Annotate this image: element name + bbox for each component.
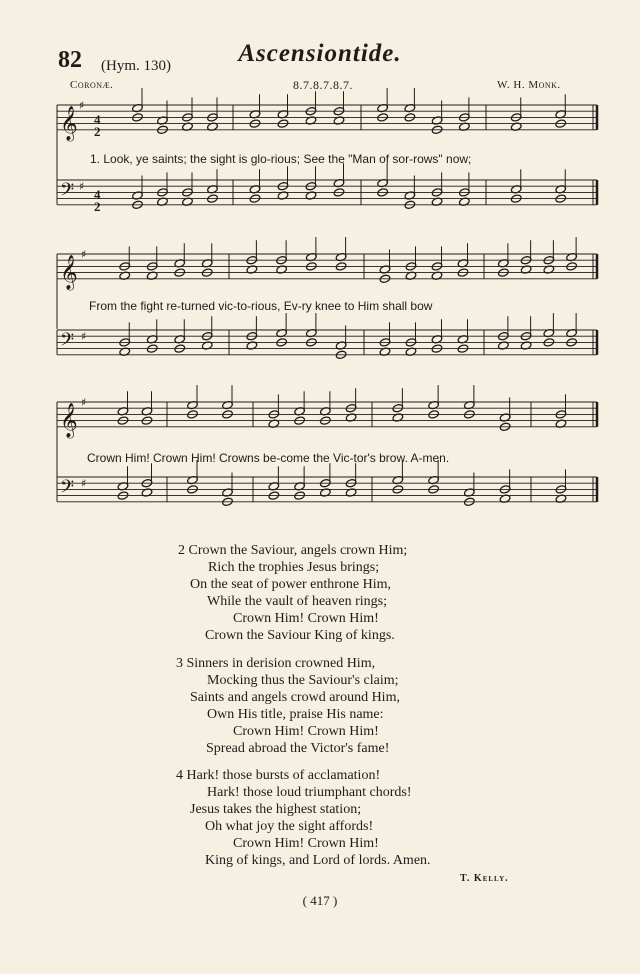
bass-clef-icon: 𝄢 (60, 179, 75, 205)
key-signature-sharp: ♯ (81, 396, 87, 409)
stanza-line: While the vault of heaven rings; (207, 593, 387, 609)
stanza-line: 4 Hark! those bursts of acclamation! (176, 768, 381, 783)
key-signature-sharp: ♯ (81, 248, 87, 261)
key-signature-sharp: ♯ (81, 477, 87, 490)
lyrics-system-1: 1. Look, ye saints; the sight is glo-rious; See the "Man of sor-rows" now; (90, 152, 472, 166)
treble-clef-icon: 𝄞 (60, 105, 78, 141)
author: T. Kelly. (460, 873, 509, 884)
treble-clef-icon: 𝄞 (60, 402, 78, 438)
hymn-number: 82 (58, 47, 82, 73)
lyrics-system-2: From the fight re-turned vic-to-rious, Ev-ry knee to Him shall bow (89, 299, 433, 313)
stanza-number: 4 (176, 768, 183, 783)
treble-clef-icon: 𝄞 (60, 254, 78, 290)
stanza-line: Rich the trophies Jesus brings; (208, 559, 380, 575)
stanza-3 (0, 656, 640, 757)
stanza-line: Mocking thus the Saviour's claim; (207, 672, 399, 688)
time-sig-bottom: 2 (94, 124, 101, 139)
meter: 8.7.8.7.8.7. (293, 78, 353, 92)
key-signature-sharp: ♯ (81, 330, 87, 343)
stanza-2 (0, 543, 640, 644)
tune-name: Coronæ. (70, 79, 114, 91)
time-sig-bottom-bass: 2 (94, 199, 101, 214)
stanza-line: Crown Him! Crown Him! (233, 835, 379, 851)
page-number: ( 417 ) (302, 893, 338, 908)
stanza-line: Oh what joy the sight affords! (205, 818, 374, 834)
time-sig-top-bass: 4 (94, 187, 101, 202)
stanza-line: 2 Crown the Saviour, angels crown Him; (178, 543, 408, 558)
key-signature-sharp: ♯ (79, 99, 85, 112)
section-title: Ascensiontide. (238, 40, 402, 67)
stanza-line: 3 Sinners in derision crowned Him, (176, 656, 376, 671)
stanza-line: Crown Him! Crown Him! (233, 610, 379, 626)
time-sig-top: 4 (94, 112, 101, 127)
bass-clef-icon: 𝄢 (60, 476, 75, 502)
lyrics-system-3: Crown Him! Crown Him! Crowns be-come the Vic-tor's brow. A-men. (87, 451, 450, 465)
stanza-number: 3 (176, 656, 183, 671)
stanza-line: Saints and angels crowd around Him, (190, 689, 400, 705)
stanza-number: 2 (178, 543, 185, 558)
stanza-line: Jesus takes the highest station; (190, 801, 362, 817)
stanza-line: Spread abroad the Victor's fame! (206, 740, 390, 756)
hymn-reference: (Hym. 130) (101, 58, 171, 74)
key-signature-sharp: ♯ (79, 180, 85, 193)
bass-clef-icon: 𝄢 (60, 329, 75, 355)
stanza-line: Crown the Saviour King of kings. (205, 627, 395, 643)
stanza-line: On the seat of power enthrone Him, (190, 576, 391, 592)
stanza-line: King of kings, and Lord of lords. Amen. (205, 852, 431, 868)
stanza-line: Hark! those loud triumphant chords! (207, 784, 412, 800)
stanza-4 (0, 768, 640, 869)
stanza-line: Crown Him! Crown Him! (233, 723, 379, 739)
stanza-line: Own His title, praise His name: (207, 706, 384, 722)
composer: W. H. Monk. (497, 79, 561, 91)
